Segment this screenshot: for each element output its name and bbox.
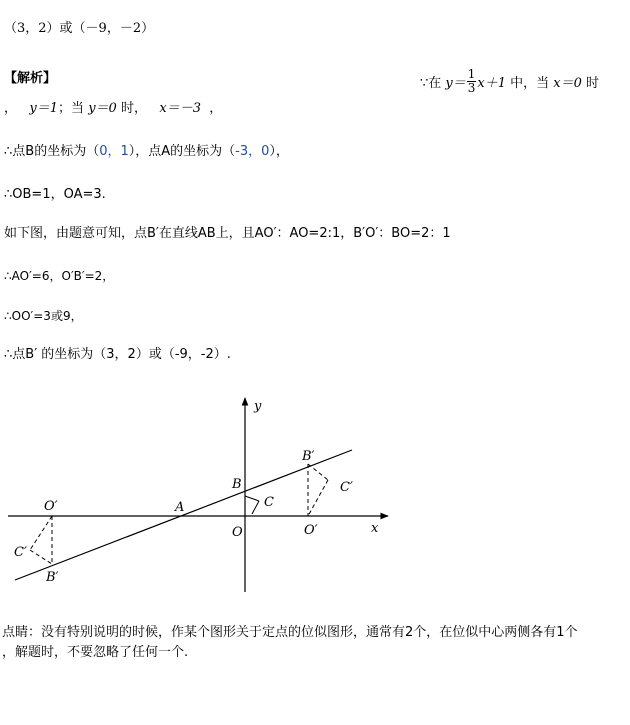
line2-end: ，	[209, 101, 223, 116]
answer-text: （3，2）或（－9，－2）	[4, 21, 155, 36]
analysis-line-8: ∴点B′ 的坐标为（3，2）或（-9，-2）.	[4, 347, 231, 362]
line1-prefix: ∵在	[420, 76, 446, 91]
line1-mid: 中，当	[506, 76, 554, 91]
analysis-line-4: ∴OB=1，OA=3.	[4, 187, 106, 202]
label-a: A	[175, 500, 185, 515]
line2-mid: ；当	[58, 101, 89, 116]
fraction-denominator: 3	[467, 81, 476, 95]
line1-cond: x＝0	[553, 76, 582, 91]
analysis-line-6: ∴AO′=6，O′B′=2，	[4, 269, 115, 283]
dashed-b-prime-c-prime-right	[308, 464, 328, 480]
line2-lead: ，	[4, 101, 18, 116]
line-ab	[15, 450, 352, 580]
dashed-c-prime-o-prime-right	[308, 480, 328, 516]
label-b-prime-right: B′	[302, 449, 315, 464]
line3-e: ），	[269, 144, 289, 159]
label-y: y	[254, 399, 262, 414]
line1-suffix: 时	[581, 76, 600, 91]
analysis-line-2	[4, 100, 222, 118]
dashed-c-prime-b-prime-left	[30, 550, 52, 564]
label-c-prime-left: C′	[14, 545, 27, 560]
label-c: C	[264, 495, 274, 510]
line1-eq-lhs: y＝	[445, 76, 466, 91]
line1-fraction	[467, 68, 477, 95]
dashed-o-prime-c-prime-left	[30, 516, 52, 550]
analysis-line-1	[420, 67, 600, 97]
label-o-prime-right: O′	[304, 523, 318, 538]
analysis-line-5: 如下图，由题意可知，点B′在直线AB上，且AO′：AO=2:1，B′O′：BO=2：1	[4, 226, 451, 241]
line3-c: ），点A的坐标为（	[128, 144, 236, 159]
label-b: B	[232, 477, 242, 492]
label-c-prime-right: C′	[340, 480, 353, 495]
label-b-prime-left: B′	[46, 570, 59, 585]
note-line-2: ，解题时，不要忽略了任何一个.	[2, 645, 189, 660]
analysis-line-3	[4, 143, 289, 161]
line2-eq1: y＝1	[29, 101, 59, 116]
line3-a: ∴点B的坐标为（	[4, 144, 100, 159]
line2-mid2: 时，	[116, 101, 147, 116]
coordinate-diagram	[0, 392, 630, 602]
analysis-line-7: ∴OO′=3或9，	[4, 309, 83, 323]
line1-eq-rhs: x＋1	[477, 76, 507, 91]
line2-eq2: x＝－3	[159, 101, 201, 116]
fraction-numerator: 1	[467, 67, 476, 81]
segment-c-o	[252, 501, 259, 514]
line2-cond: y＝0	[88, 101, 117, 116]
line3-d: -3，0	[235, 144, 270, 159]
label-o: O	[232, 525, 243, 540]
label-x: x	[371, 521, 379, 536]
analysis-heading: 【解析】	[4, 71, 57, 86]
note-line-1: 点睛：没有特别说明的时候，作某个图形关于定点的位似图形，通常有2个，在位似中心两侧各有1个	[2, 625, 578, 640]
label-o-prime-left: O′	[44, 499, 58, 514]
segment-b-c	[245, 496, 259, 501]
line3-b: 0，1	[99, 144, 129, 159]
